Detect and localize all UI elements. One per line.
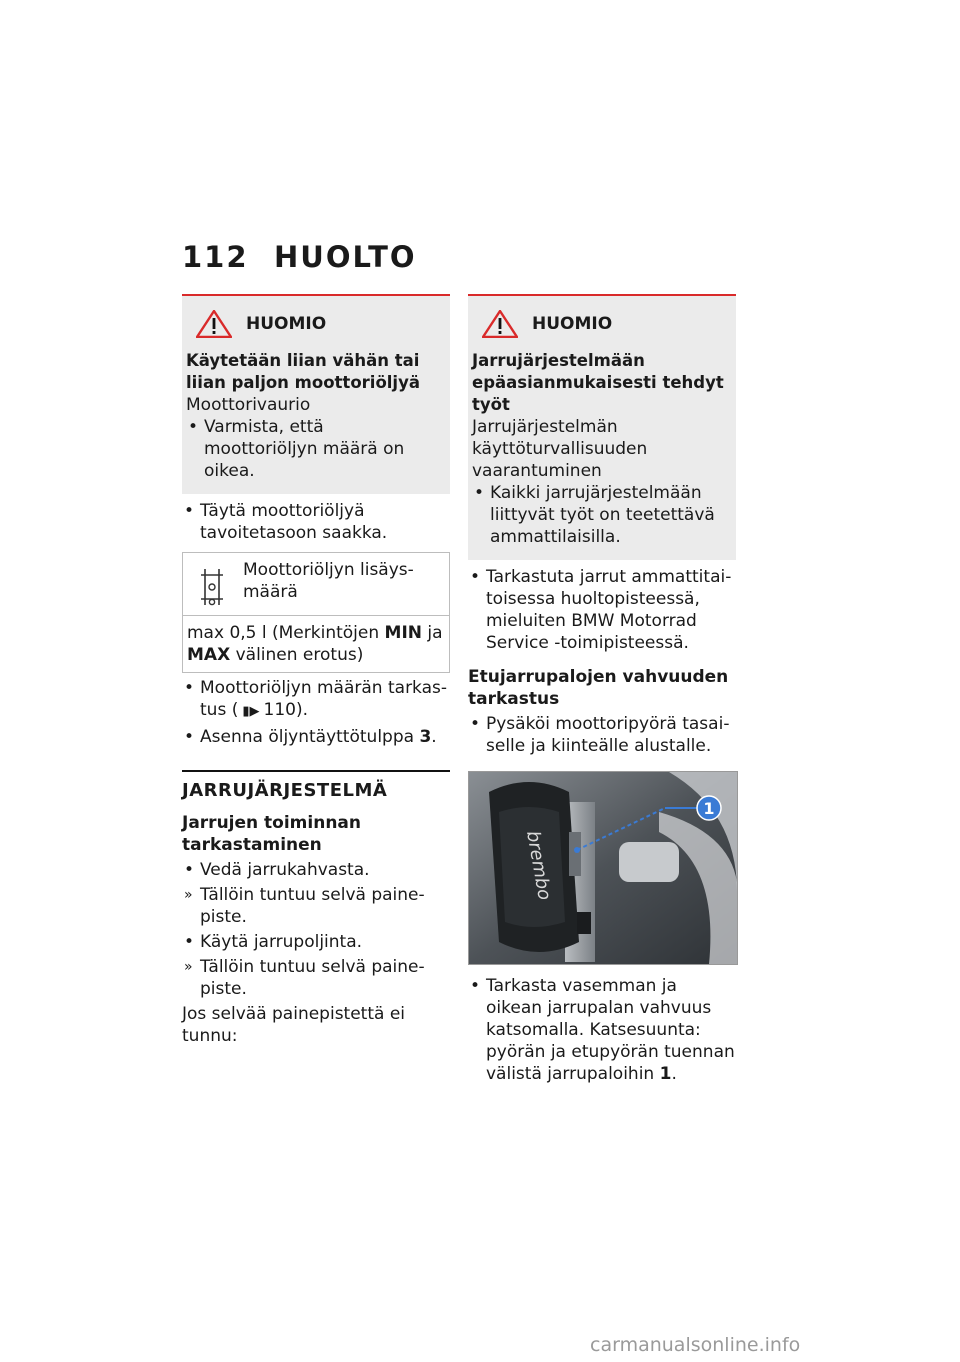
list-item-text: Tällöin tuntuu selvä painepiste. (200, 885, 425, 927)
bullet-icon: • (184, 678, 195, 698)
step-text: Täytä moottoriöljyä tavoitetasoon saakka. (200, 501, 388, 543)
bullet-icon: • (474, 483, 485, 503)
spec-value (183, 616, 449, 672)
notice-box-oil (182, 294, 450, 494)
bullet-icon: • (470, 567, 481, 587)
warning-triangle-icon (482, 310, 518, 338)
spec-min-mark: MIN (384, 623, 423, 643)
notice-title: Jarrujärjestelmään epäasianmukaisesti tehdyt työt (472, 351, 724, 414)
step-fit-cap (182, 726, 450, 748)
step-text: ). (295, 700, 308, 720)
bullet-icon: • (184, 727, 195, 747)
list-item (182, 956, 450, 1000)
list-item-text: Vedä jarrukahvasta. (200, 860, 370, 880)
notice-consequence: Jarrujärjestelmän käyttöturvallisuuden vaarantuminen (472, 417, 648, 481)
page-number: 112 (182, 240, 249, 274)
step-text: Tarkastuta jarrut ammattitaitoisessa huoltopisteessä, mieluiten BMW Motorrad Service -toimipisteessä. (486, 567, 732, 653)
step-text: Tarkasta vasemman ja oikean jarrupalan vahvuus katsomalla. Katsesuunta: pyörän ja etupyörän tuennan välistä jarrupaloihin (486, 976, 735, 1084)
notice-box-brakes (468, 294, 736, 560)
callout-number: 1 (703, 799, 715, 818)
left-column (182, 294, 450, 1047)
part-number: 3 (419, 727, 432, 747)
brake-caliper-illustration (469, 772, 737, 964)
section-name: HUOLTO (274, 240, 417, 274)
watermark: carmanualsonline.info (590, 1334, 801, 1356)
bullet-icon: • (184, 501, 195, 521)
list-item (182, 859, 450, 881)
result-arrow-icon: » (184, 887, 193, 903)
closing-text: Jos selvää painepistettä ei tunnu: (182, 1004, 406, 1046)
step-text: . (671, 1064, 677, 1084)
notice-label: HUOMIO (532, 314, 613, 334)
warning-triangle-icon (196, 310, 232, 338)
notice-title: Käytetään liian vähän tai liian paljon moottoriöljyä (186, 351, 420, 392)
notice-bullet (186, 416, 442, 482)
step-check-oil (182, 677, 450, 723)
step-text: . (431, 727, 437, 747)
notice-consequence: Moottorivaurio (186, 395, 311, 415)
section-title: JARRUJÄRJESTELMÄ (182, 770, 450, 802)
result-arrow-icon: » (184, 959, 193, 975)
notice-header (196, 310, 442, 338)
step-inspect-brakes (468, 566, 736, 654)
oil-level-icon (197, 567, 227, 607)
bullet-icon: • (184, 860, 195, 880)
bullet-icon: • (470, 976, 481, 996)
part-number: 1 (659, 1064, 672, 1084)
spec-label: Moottoriöljyn lisäysmäärä (243, 560, 414, 602)
spec-value-text: ja (422, 623, 443, 643)
brake-caliper-photo (468, 771, 738, 965)
step-text: Moottoriöljyn määrän tarkastus ( (200, 678, 448, 720)
caliper-brand-text: brembo (522, 829, 555, 902)
spec-label-row (183, 553, 449, 616)
notice-label: HUOMIO (246, 314, 327, 334)
step-text: Pysäköi moottoripyörä tasaiselle ja kiinteälle alustalle. (486, 714, 730, 756)
subsection-title: Etujarrupalojen vahvuuden tarkastus (468, 667, 729, 709)
notice-header (482, 310, 728, 338)
list-item-text: Käytä jarrupoljinta. (200, 932, 363, 952)
step-fill-oil (182, 500, 450, 544)
notice-bullet (472, 482, 728, 548)
subsection-title: Jarrujen toiminnan tarkastaminen (182, 813, 361, 855)
notice-bullet-text: Kaikki jarrujärjestelmään liittyvät työt on teetettävä ammattilaisilla. (490, 483, 715, 547)
bullet-icon: • (184, 932, 195, 952)
page-reference-arrow-icon: ▮▶ (242, 704, 260, 719)
bullet-icon: • (470, 714, 481, 734)
page-header (182, 240, 417, 274)
step-text: Asenna öljyntäyttötulppa (200, 727, 420, 747)
spec-value-text: max 0,5 l (Merkintöjen (187, 623, 385, 643)
notice-bullet-text: Varmista, että moottoriöljyn määrä on oikea. (204, 417, 405, 481)
step-check-pads (468, 975, 736, 1085)
right-column (468, 294, 736, 1085)
page-reference[interactable]: 110 (263, 700, 296, 720)
spec-table (182, 552, 450, 673)
bullet-icon: • (188, 417, 199, 437)
spec-max-mark: MAX (187, 645, 231, 665)
list-item-text: Tällöin tuntuu selvä painepiste. (200, 957, 425, 999)
step-park (468, 713, 736, 757)
spec-value-text: välinen erotus) (230, 645, 364, 665)
list-item (182, 931, 450, 953)
list-item (182, 884, 450, 928)
